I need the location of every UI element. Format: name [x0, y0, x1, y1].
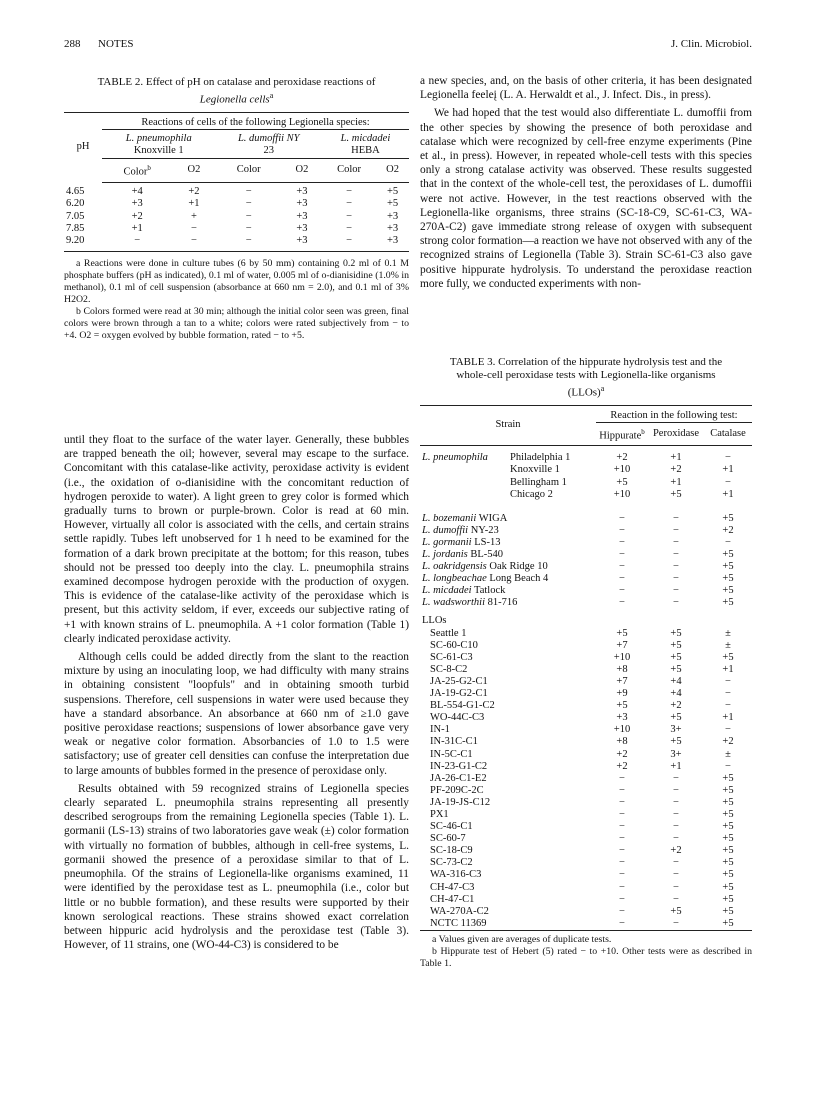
value-cell: +10 — [613, 651, 631, 663]
value-cell: − — [190, 235, 197, 247]
value-cell: +1 — [670, 452, 682, 464]
strain-cell: SC-61-C3 — [430, 651, 473, 663]
strain-cell: SC-8-C2 — [430, 663, 468, 675]
species-name: L. oakridgensis — [422, 561, 487, 573]
table-2-footnotes — [64, 258, 409, 342]
value-cell: − — [346, 185, 353, 197]
value-cell: − — [619, 512, 625, 524]
value-cell: − — [725, 536, 731, 548]
strain-cell: IN-23-G1-C2 — [430, 760, 488, 772]
strain-header: Strain — [420, 405, 596, 446]
value-cell: +1 — [131, 223, 143, 234]
strain-cell: Chicago 2 — [510, 488, 553, 500]
species-name: L. longbeachae — [422, 573, 487, 585]
value-cell: +5 — [722, 585, 734, 597]
value-cell: − — [673, 561, 679, 573]
table-row — [420, 797, 752, 809]
value-cell: − — [673, 821, 679, 833]
value-cell: − — [619, 549, 625, 560]
value-cell: − — [190, 223, 197, 234]
value-cell: +5 — [722, 881, 734, 893]
value-cell: 3+ — [670, 724, 682, 736]
strain-name: Tatlock — [474, 585, 506, 597]
strain-cell: BL-554-G1-C2 — [430, 700, 495, 712]
species-strain-cell — [420, 513, 596, 525]
value-cell: +7 — [616, 675, 628, 687]
value-cell: − — [346, 198, 353, 210]
strain-name: Oak Ridge 10 — [489, 561, 548, 573]
table-row — [420, 700, 752, 712]
value-cell: +3 — [296, 198, 308, 210]
value-cell: +8 — [616, 663, 628, 675]
value-cell: +5 — [670, 663, 682, 675]
table-2-footnote-a: a Reactions were done in culture tubes (6 by 50 mm) containing 0.2 ml of 0.1 M phosphate buffers (pH as indicated), 0.1 ml of water, 0.005 ml of o-dianisidine (1.0% in methanol), 0.1 ml of cell suspension (absorbance at 660 nm = 2.0), and 0.1 ml of 3% H2O2. — [64, 257, 409, 305]
table-row — [420, 452, 752, 464]
strain-cell: JA-25-G2-C1 — [430, 675, 488, 687]
value-cell: − — [619, 585, 625, 597]
species-strain-cell — [420, 597, 596, 609]
value-cell: − — [619, 561, 625, 573]
table-row — [420, 652, 752, 664]
ph-header: pH — [76, 141, 90, 153]
value-cell: +1 — [722, 712, 734, 724]
strain-cell: IN-5C-C1 — [430, 748, 473, 760]
strain-cell: NCTC 11369 — [430, 917, 487, 929]
table-row — [420, 833, 752, 845]
value-cell: +8 — [616, 736, 628, 748]
value-cell: +5 — [722, 512, 734, 524]
running-header — [64, 38, 752, 56]
value-cell: − — [245, 223, 252, 234]
table-row — [420, 761, 752, 773]
value-cell: +2 — [616, 452, 628, 464]
value-cell: +3 — [616, 712, 628, 724]
species-cell: L. pneumophila — [422, 452, 488, 464]
strain-cell: IN-1 — [430, 724, 450, 736]
value-cell: − — [673, 573, 679, 585]
table-row — [64, 223, 409, 235]
strain-cell: SC-73-C2 — [430, 857, 473, 869]
table-row — [420, 585, 752, 597]
value-cell: +3 — [296, 235, 308, 247]
value-cell: +5 — [722, 821, 734, 833]
table-row — [64, 198, 409, 210]
strain-cell: SC-60-7 — [430, 833, 466, 845]
strain-cell: SC-60-C10 — [430, 639, 478, 651]
table-row — [420, 513, 752, 525]
species-name: L. wadsworthii — [422, 597, 486, 609]
value-cell: − — [619, 893, 625, 905]
value-cell: +5 — [722, 808, 734, 820]
value-cell: − — [673, 597, 679, 609]
value-cell: +5 — [670, 905, 682, 917]
strain-cell: SC-46-C1 — [430, 821, 473, 833]
species-name: L. micdadei — [422, 585, 472, 597]
value-cell: +5 — [387, 198, 399, 210]
value-cell: − — [673, 808, 679, 820]
value-cell: +5 — [722, 893, 734, 905]
table-row — [420, 906, 752, 918]
table-row — [420, 857, 752, 869]
strain-name: 81-716 — [487, 597, 518, 609]
value-cell: − — [725, 724, 731, 736]
table-2-grid — [64, 112, 409, 252]
table-row — [420, 894, 752, 906]
strain-name: NY-23 — [470, 524, 499, 536]
strain-cell: JA-26-C1-E2 — [430, 772, 487, 784]
value-cell: − — [346, 223, 353, 234]
value-cell: − — [673, 524, 679, 536]
color-header: Color — [322, 158, 376, 182]
value-cell: +3 — [387, 235, 399, 247]
value-cell: +3 — [131, 198, 143, 210]
left-column-body — [64, 433, 409, 952]
journal-name: J. Clin. Microbiol. — [671, 38, 752, 50]
value-cell: − — [673, 772, 679, 784]
page-number: 288 — [64, 38, 81, 50]
strain-cell: PF-209C-2C — [430, 784, 484, 796]
value-cell: − — [619, 784, 625, 796]
strain-cell: JA-19-G2-C1 — [430, 688, 488, 700]
table-2 — [64, 76, 409, 342]
value-cell: +5 — [722, 772, 734, 784]
catalase-header: Catalase — [704, 422, 752, 446]
value-cell: +1 — [670, 760, 682, 772]
ph-cell: 6.20 — [66, 198, 85, 210]
value-cell: +5 — [616, 627, 628, 639]
table-row — [420, 821, 752, 833]
species-name: L. gormanii — [422, 536, 472, 548]
species-header-3: L. micdadei HEBA — [322, 130, 409, 159]
value-cell: +5 — [722, 561, 734, 573]
value-cell: − — [725, 675, 731, 687]
strain-cell: JA-19-JS-C12 — [430, 796, 491, 808]
value-cell: − — [619, 597, 625, 609]
value-cell: − — [134, 235, 141, 247]
value-cell: +2 — [616, 748, 628, 760]
table-3-caption: TABLE 3. Correlation of the hippurate hydrolysis test and the whole-cell peroxidase tests with Legionella-like organisms (LLOs)$^a$ — [449, 356, 723, 399]
species-strain-cell — [420, 525, 596, 537]
strain-cell: CH-47-C1 — [430, 893, 475, 905]
value-cell: − — [673, 536, 679, 548]
value-cell: +3 — [296, 210, 308, 222]
table-row — [420, 549, 752, 561]
value-cell: ± — [725, 627, 731, 639]
value-cell: − — [346, 235, 353, 247]
value-cell: +5 — [722, 917, 734, 929]
o2-header: O2 — [172, 158, 215, 182]
table-2-footnote-b: b Colors formed were read at 30 min; although the initial color seen was green, final colors were brown through a tan to a white; colors were rated subjectively from − to +4. O2 = oxygen evolved by bubble formation, rated − to +5. — [64, 305, 409, 341]
value-cell: ± — [725, 639, 731, 651]
species-cell — [420, 489, 508, 501]
value-cell: − — [619, 772, 625, 784]
value-cell: +5 — [387, 185, 399, 197]
value-cell: − — [673, 869, 679, 881]
species-cell — [420, 464, 508, 476]
value-cell: − — [245, 235, 252, 247]
table-row — [420, 597, 752, 609]
table-row — [420, 773, 752, 785]
species-name: L. jordanis — [422, 549, 468, 560]
table-row — [64, 182, 409, 198]
value-cell: +5 — [670, 651, 682, 663]
value-cell: +1 — [722, 663, 734, 675]
value-cell: +2 — [670, 700, 682, 712]
value-cell: +2 — [722, 736, 734, 748]
value-cell: − — [245, 198, 252, 210]
species-header-2: L. dumoffii NY 23 — [216, 130, 322, 159]
paragraph: until they float to the surface of the water layer. Generally, these bubbles are trapped beneath the oil; however, several may escape to the surface. Concomitant with this catalase-like activity, peroxidase activity is evident (i.e., the oxidation of o-dianisidine with the concomitant reduction of hydrogen peroxide to water). A light green to grey color is formed which gradually turns to brown or purple-brown. Color is read at 60 min. However, virtually all color is associated with the cells, and certain strains settle rapidly. Tubes left unobserved for 1 h need to be examined for the formation of a dark brown precipitate at the bottom; for this reason, tubes should not be pressed too deeply into the clay. L. pneumophila strains examined decompose hydrogen peroxide with the production of oxygen. This is evidence of the catalase-like activity of the peroxidase which is present, but this activity seldom, if ever, exceeds our subjective rating of +1 with known strains of L. pneumophila. A +1 color formation (Table 1) clearly indicated peroxidase activity. — [64, 434, 409, 645]
table-row — [420, 561, 752, 573]
species-strain-cell — [420, 561, 596, 573]
species-header-1: L. pneumophila Knoxville 1 — [102, 130, 216, 159]
table-row — [420, 525, 752, 537]
paragraph: a new species, and, on the basis of other criteria, it has been designated Legionella feeleį (L. A. Herwaldt et al., J. Infect. Dis., in press). — [420, 75, 752, 102]
ph-cell: 7.85 — [66, 223, 85, 234]
value-cell: +5 — [670, 712, 682, 724]
value-cell: +5 — [722, 857, 734, 869]
value-cell: − — [619, 821, 625, 833]
value-cell: − — [619, 536, 625, 548]
value-cell: − — [673, 796, 679, 808]
llo-heading-row — [420, 615, 752, 627]
paragraph: Results obtained with 59 recognized strains of Legionella species clearly separated L. pneumophila strains representing all presently described serogroups from the remaining Legionella species (Table 1). L. gormanii (LS-13) strains of two laboratories gave weak (±) color formation with virtually no formation of bubbles, although in cell-free systems, L. gormanii showed the presence of a peroxidase similar to that of L. pneumophila. Of the strains of Legionella-like organisms examined, 11 were identified by the peroxidase test as L. pneumophila (i.e., color but little or no bubble formation), and these results were supported by their known serological reactions. These strains showed exact correlation between hippuric acid hydrolysis and the peroxidase test (Table 3). However, of 11 strains, one (WO-44-C3) is considered to be — [64, 782, 409, 952]
table-3-footnote-a: a Values given are averages of duplicate tests. — [432, 933, 612, 945]
table-row — [420, 640, 752, 652]
table-row — [420, 736, 752, 748]
value-cell: +5 — [722, 905, 734, 917]
ph-cell: 9.20 — [66, 235, 85, 247]
value-cell: +2 — [670, 845, 682, 857]
table-2-caption: TABLE 2. Effect of pH on catalase and peroxidase reactions of Legionella cells$^a$ — [97, 76, 376, 106]
value-cell: +1 — [722, 464, 734, 476]
value-cell: − — [673, 893, 679, 905]
value-cell: − — [673, 585, 679, 597]
value-cell: − — [619, 796, 625, 808]
ph-cell: 4.65 — [66, 185, 85, 197]
o2-header: O2 — [376, 158, 409, 182]
value-cell: +5 — [722, 597, 734, 609]
table-row — [420, 489, 752, 501]
value-cell: +2 — [616, 760, 628, 772]
strain-cell: Seattle 1 — [430, 627, 467, 639]
table-row — [64, 235, 409, 251]
table-row — [420, 845, 752, 857]
value-cell: − — [673, 917, 679, 929]
value-cell: − — [725, 688, 731, 700]
value-cell: +3 — [296, 185, 308, 197]
value-cell: +4 — [131, 185, 143, 197]
llo-label: LLOs — [422, 615, 447, 627]
strain-cell: WA-270A-C2 — [430, 905, 489, 917]
table-row — [420, 628, 752, 640]
value-cell: +3 — [296, 223, 308, 234]
strain-name: Long Beach 4 — [489, 573, 549, 585]
table-2-spanner: Reactions of cells of the following Legionella species: — [141, 116, 370, 128]
value-cell: − — [673, 512, 679, 524]
strain-cell: IN-31C-C1 — [430, 736, 478, 748]
table-row — [420, 809, 752, 821]
species-strain-cell — [420, 537, 596, 549]
table-3-footnote-b: b Hippurate test of Hebert (5) rated − to +10. Other tests were as described in Table 1. — [420, 945, 752, 969]
value-cell: − — [619, 881, 625, 893]
table-3-footnotes — [420, 934, 752, 970]
strain-cell: PX1 — [430, 808, 449, 820]
table-row — [64, 211, 409, 223]
value-cell: +5 — [722, 573, 734, 585]
table-row — [420, 688, 752, 700]
value-cell: − — [346, 210, 353, 222]
species-name: L. dumoffii — [422, 524, 469, 536]
value-cell: ± — [725, 748, 731, 760]
value-cell: +1 — [188, 198, 200, 210]
value-cell: +10 — [613, 488, 631, 500]
strain-cell: CH-47-C3 — [430, 881, 475, 893]
strain-cell: Bellingham 1 — [510, 476, 567, 488]
value-cell: − — [619, 905, 625, 917]
strain-cell: Philadelphia 1 — [510, 452, 571, 464]
value-cell: +4 — [670, 675, 682, 687]
value-cell: +5 — [616, 700, 628, 712]
table-row — [420, 464, 752, 476]
value-cell: − — [673, 784, 679, 796]
o2-header: O2 — [282, 158, 322, 182]
value-cell: +2 — [188, 185, 200, 197]
value-cell: − — [619, 808, 625, 820]
strain-name: LS-13 — [474, 536, 501, 548]
table-row — [420, 918, 752, 931]
value-cell: +5 — [722, 651, 734, 663]
value-cell: − — [673, 549, 679, 560]
value-cell: +4 — [670, 688, 682, 700]
value-cell: − — [619, 573, 625, 585]
value-cell: +2 — [670, 464, 682, 476]
value-cell: − — [619, 524, 625, 536]
value-cell: + — [190, 210, 197, 222]
value-cell: +2 — [722, 524, 734, 536]
table-3 — [420, 356, 752, 970]
strain-name: WIGA — [478, 512, 508, 524]
value-cell: − — [725, 476, 731, 488]
table-row — [420, 724, 752, 736]
species-strain-cell — [420, 585, 596, 597]
value-cell: +5 — [722, 869, 734, 881]
value-cell: +10 — [613, 724, 631, 736]
value-cell: +2 — [131, 210, 143, 222]
strain-cell: WA-316-C3 — [430, 869, 482, 881]
value-cell: − — [245, 185, 252, 197]
value-cell: − — [673, 857, 679, 869]
species-strain-cell — [420, 573, 596, 585]
value-cell: +5 — [670, 736, 682, 748]
value-cell: +5 — [616, 476, 628, 488]
table-row — [420, 573, 752, 585]
section-label: NOTES — [98, 38, 134, 50]
value-cell: +5 — [670, 627, 682, 639]
value-cell: − — [725, 700, 731, 712]
value-cell: +10 — [613, 464, 631, 476]
value-cell: +5 — [670, 488, 682, 500]
table-row — [420, 712, 752, 724]
value-cell: +1 — [670, 476, 682, 488]
value-cell: +5 — [722, 796, 734, 808]
color-header: Color$^b$ — [102, 158, 172, 182]
value-cell: − — [619, 857, 625, 869]
color-header: Color — [216, 158, 282, 182]
species-cell — [420, 477, 508, 489]
value-cell: +7 — [616, 639, 628, 651]
ph-cell: 7.05 — [66, 210, 85, 222]
right-column-body — [420, 74, 752, 291]
value-cell: − — [619, 845, 625, 857]
value-cell: +5 — [722, 784, 734, 796]
value-cell: − — [619, 917, 625, 929]
value-cell: +1 — [722, 488, 734, 500]
value-cell: − — [245, 210, 252, 222]
table-row — [420, 477, 752, 489]
value-cell: − — [619, 869, 625, 881]
value-cell: +3 — [387, 223, 399, 234]
value-cell: +5 — [722, 845, 734, 857]
value-cell: − — [619, 833, 625, 845]
value-cell: +5 — [722, 549, 734, 560]
value-cell: − — [673, 881, 679, 893]
table-3-spanner: Reaction in the following test: — [610, 409, 738, 421]
strain-cell: Knoxville 1 — [510, 464, 560, 476]
value-cell: +3 — [387, 210, 399, 222]
value-cell: − — [725, 760, 731, 772]
value-cell: +9 — [616, 688, 628, 700]
table-row — [420, 882, 752, 894]
table-row — [420, 785, 752, 797]
table-3-grid — [420, 405, 752, 931]
value-cell: +5 — [722, 833, 734, 845]
table-row — [420, 749, 752, 761]
peroxidase-header: Peroxidase — [648, 422, 704, 446]
table-row — [420, 869, 752, 881]
table-row — [420, 537, 752, 549]
table-row — [420, 664, 752, 676]
species-name: L. bozemanii — [422, 512, 477, 524]
paragraph: Although cells could be added directly from the slant to the reaction mixture by using an inoculating loop, we had difficulty with many strains in obtaining consistent "loopfuls" and in obtaining smooth turbid suspensions. Therefore, cell suspensions in water were used because they have a standard absorbance. An absorbance at 660 nm of ≥1.0 gave positive peroxidase reactions; suspensions of lower absorbance gave very weak or negative color formation. Absorbancies of 1.0 to 1.5 were satisfactory; use of greater cell densities can confuse the interpretation due to large amounts of bubbles formed in the presence of peroxidase only. — [64, 651, 409, 777]
paragraph: We had hoped that the test would also differentiate L. dumoffii from the other species by showing the presence of both peroxidase and catalase which were recognized by cell-free enzyme experiments (Pine et al., in press). However, in repeated whole-cell tests with this species only a strong catalase activity was observed. These results suggested that in the context of the whole-cell test, the peroxidases of L. dumoffii were not active. However, in the test reactions observed with the Legionella-like organisms, three strains (SC-18-C9, SC-61-C3, WA-270A-C2) gave immediate strong release of oxygen with subsequent strong color formation—a reaction we have not observed with any of the recognized strains of Legionella (Table 3). Strain SC-61-C3 also gave positive hippurate hydrolysis. To understand the peroxidase reaction more fully, we conducted experiments with non- — [420, 107, 752, 290]
species-strain-cell — [420, 549, 596, 561]
value-cell: − — [673, 833, 679, 845]
table-row — [420, 676, 752, 688]
strain-cell: WO-44C-C3 — [430, 712, 485, 724]
value-cell: − — [725, 452, 731, 464]
strain-name: BL-540 — [470, 549, 504, 560]
strain-cell: SC-18-C9 — [430, 845, 473, 857]
value-cell: 3+ — [670, 748, 682, 760]
hippurate-header: Hippurate$^b$ — [596, 422, 648, 446]
value-cell: +5 — [670, 639, 682, 651]
